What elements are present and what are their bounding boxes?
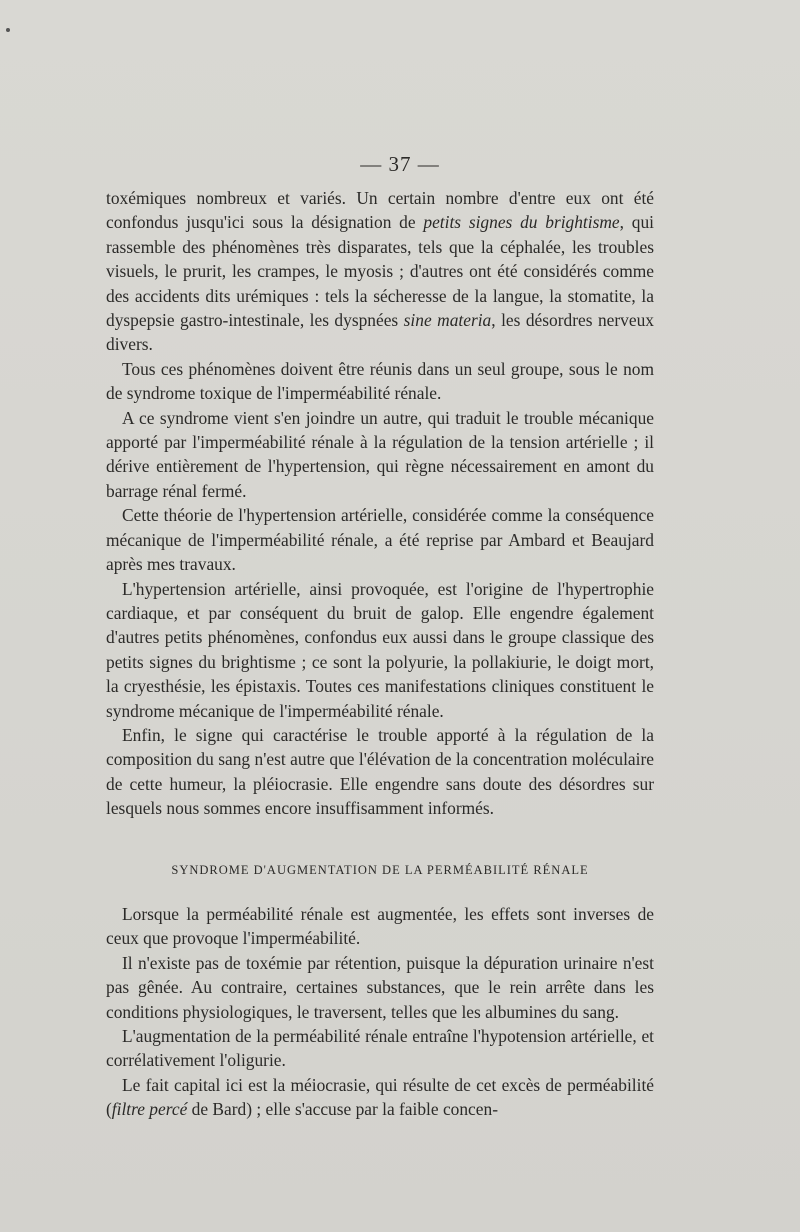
italic-text: petits signes du brightisme bbox=[423, 212, 620, 233]
paragraph bbox=[106, 357, 654, 406]
paragraph bbox=[106, 503, 654, 576]
page-number: — 37 — bbox=[360, 152, 440, 176]
paragraph bbox=[106, 186, 654, 357]
paragraph-block bbox=[106, 186, 654, 821]
paragraph bbox=[106, 1073, 654, 1122]
paragraph bbox=[106, 1024, 654, 1073]
text-run: L'hypertension artérielle, ainsi provoquée, est l'origine de l'hypertrophie cardiaque, et par conséquent du bruit de galop. Elle engendre également d'autres petits phénomènes, confondus eux aussi dans le groupe classique des petits signes du brightisme ; ce sont la polyurie, la pollakiurie, le doigt mort, la cryesthésie, les épistaxis. Toutes ces manifestations cliniques constituent le syndrome mécanique de l'imperméabilité rénale. bbox=[106, 578, 654, 721]
body-text bbox=[106, 186, 654, 1122]
paragraph bbox=[106, 406, 654, 504]
text-run: Enfin, le signe qui caractérise le trouble apporté à la régulation de la composition du sang n'est autre que l'élévation de la concentration moléculaire de cette humeur, la pléiocrasie. Elle engendre sans doute des désordres sur lesquels nous sommes encore insuffisamment informés. bbox=[106, 724, 654, 819]
text-run: , les désordres nerveux divers. bbox=[106, 310, 654, 355]
italic-text: sine materia bbox=[403, 310, 492, 331]
paragraph bbox=[106, 723, 654, 821]
text-run: , qui rassemble des phénomènes très disparates, tels que la céphalée, les troubles visuels, le prurit, les crampes, le myosis ; d'autres ont été considérés comme des accidents dits urémiques : tels la sécheresse de la langue, la stomatite, la dyspepsie gastro-intestinale, les dyspnées bbox=[106, 212, 655, 331]
section-heading-text: SYNDROME D'AUGMENTATION DE LA PERMÉABILITÉ RÉNALE bbox=[171, 862, 589, 877]
text-run: Il n'existe pas de toxémie par rétention, puisque la dépuration urinaire n'est pas gênée. Au contraire, certaines substances, que le rein arrête dans les conditions physiologiques, le traversent, telles que les albumines du sang. bbox=[106, 952, 654, 1022]
italic-text: filtre percé bbox=[111, 1099, 188, 1120]
text-run: toxémiques nombreux et variés. Un certain nombre d'entre eux ont été confondus jusqu'ici sous la désignation de bbox=[106, 188, 654, 233]
paragraph bbox=[106, 951, 654, 1024]
paragraph-block bbox=[106, 902, 654, 1122]
text-run: Le fait capital ici est la méiocrasie, qui résulte de cet excès de perméabilité ( bbox=[106, 1074, 654, 1120]
text-run: Tous ces phénomènes doivent être réunis dans un seul groupe, sous le nom de syndrome toxique de l'imperméabilité rénale. bbox=[106, 358, 654, 404]
text-run: L'augmentation de la perméabilité rénale entraîne l'hypotension artérielle, et corrélativement l'oligurie. bbox=[106, 1026, 654, 1071]
text-run: de Bard) ; elle s'accuse par la faible concen- bbox=[187, 1099, 498, 1120]
section-heading bbox=[106, 858, 654, 882]
paragraph bbox=[106, 902, 654, 951]
text-run: A ce syndrome vient s'en joindre un autre, qui traduit le trouble mécanique apporté par l'imperméabilité rénale à la régulation de la tension artérielle ; il dérive entièrement de l'hypertension, qui règne nécessairement en amont du barrage rénal fermé. bbox=[106, 407, 654, 501]
text-run: Cette théorie de l'hypertension artérielle, considérée comme la conséquence mécanique de l'imperméabilité rénale, a été reprise par Ambard et Beaujard après mes travaux. bbox=[106, 505, 654, 575]
text-run: Lorsque la perméabilité rénale est augmentée, les effets sont inverses de ceux que provoque l'imperméabilité. bbox=[106, 903, 654, 949]
scan-speck bbox=[6, 28, 10, 32]
paragraph bbox=[106, 577, 654, 723]
